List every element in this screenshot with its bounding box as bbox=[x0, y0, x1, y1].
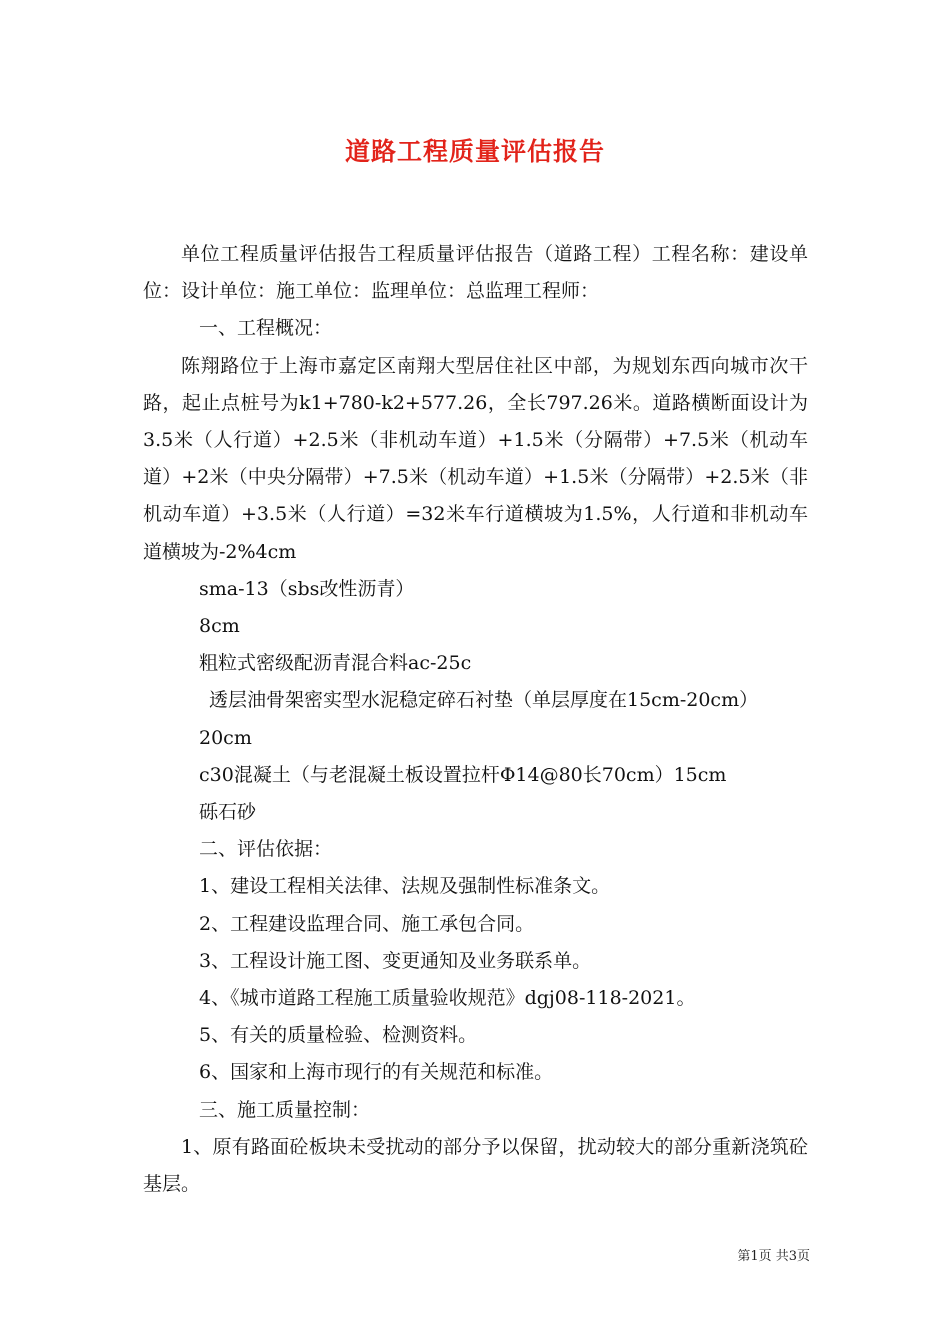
layer-line: sma-13（sbs改性沥青） bbox=[199, 577, 415, 600]
layer-line: c30混凝土（与老混凝土板设置拉杆Φ14@80长70cm）15cm bbox=[199, 763, 727, 786]
paragraph-quality-control: 1、原有路面砼板块未受扰动的部分予以保留，扰动较大的部分重新浇筑砼基层。 bbox=[143, 1135, 808, 1196]
list-item: 6、国家和上海市现行的有关规范和标准。 bbox=[199, 1061, 554, 1084]
list-item: 4、《城市道路工程施工质量验收规范》dgj08-118-2021。 bbox=[199, 987, 696, 1010]
list-item: 1、建设工程相关法律、法规及强制性标准条文。 bbox=[199, 875, 611, 898]
page-number: 第1页 共3页 bbox=[737, 1249, 810, 1264]
section-heading-quality-control: 三、施工质量控制： bbox=[199, 1098, 371, 1121]
document-title: 道路工程质量评估报告 bbox=[344, 137, 605, 166]
layer-line: 透层油骨架密实型水泥稳定碎石衬垫（单层厚度在15cm-20cm） bbox=[209, 689, 759, 712]
section-heading-overview: 一、工程概况： bbox=[199, 317, 333, 340]
layer-line: 粗粒式密级配沥青混合料ac-25c bbox=[199, 652, 472, 675]
layer-line: 20cm bbox=[199, 726, 252, 749]
paragraph-intro: 单位工程质量评估报告工程质量评估报告（道路工程）工程名称：建设单位：设计单位：施工单位：监理单位：总监理工程师： bbox=[143, 243, 808, 303]
list-item: 2、工程建设监理合同、施工承包合同。 bbox=[199, 912, 535, 935]
document-body bbox=[143, 236, 808, 1203]
paragraph-overview: 陈翔路位于上海市嘉定区南翔大型居住社区中部，为规划东西向城市次干路，起止点桩号为k1+780-k2+577.26，全长797.26米。道路横断面设计为3.5米（人行道）+2.5米（非机动车道）+1.5米（分隔带）+7.5米（机动车道）+2米（中央分隔带）+7.5米（机动车道）+1.5米（分隔带）+2.5米（非机动车道）+3.5米（人行道）=32米车行道横坡为1.5%，人行道和非机动车道横坡为-2%4cm bbox=[143, 354, 808, 563]
section-heading-basis: 二、评估依据： bbox=[199, 838, 333, 861]
list-item: 5、有关的质量检验、检测资料。 bbox=[199, 1024, 478, 1047]
list-item: 3、工程设计施工图、变更通知及业务联系单。 bbox=[199, 949, 592, 972]
layer-line: 砾石砂 bbox=[199, 801, 257, 824]
layer-line: 8cm bbox=[199, 615, 240, 638]
